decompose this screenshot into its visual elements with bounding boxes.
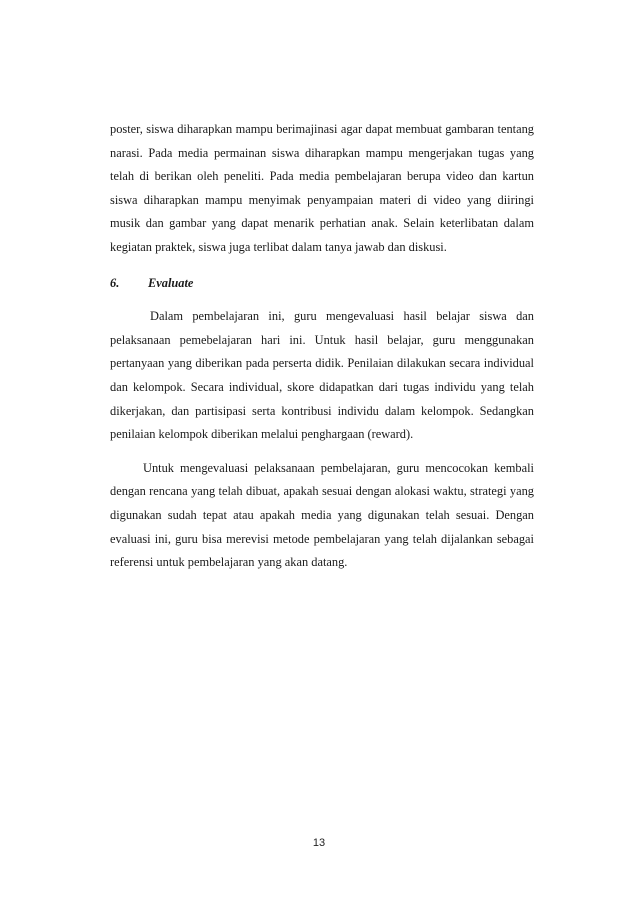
paragraph-evaluation-results: Dalam pembelajaran ini, guru mengevaluasi hasil belajar siswa dan pelaksanaan pemebelajaran hari ini. Untuk hasil belajar, guru menggunakan pertanyaan yang diberikan pada perserta didik. Penilaian dilakukan secara individual dan kelompok. Secara individual, skore didapatkan dari tugas individu yang telah dikerjakan, dan partisipasi serta kontribusi individu dalam kelompok. Sedangkan penilaian kelompok diberikan melalui penghargaan (reward). (110, 309, 534, 442)
section-number: 6. (110, 275, 120, 290)
page-number: 13 (312, 837, 326, 849)
paragraph-evaluation-implementation: Untuk mengevaluasi pelaksanaan pembelajaran, guru mencocokan kembali dengan rencana yang telah dibuat, apakah sesuai dengan alokasi waktu, strategi yang digunakan sudah tepat atau apakah media yang digunakan telah sesuai. Dengan evaluasi ini, guru bisa merevisi metode pembelajaran yang telah dijalankan sebagai referensi untuk pembelajaran yang akan datang. (110, 460, 534, 570)
section-title: Evaluate (148, 275, 194, 290)
paragraph-continuation: poster, siswa diharapkan mampu berimajinasi agar dapat membuat gambaran tentang narasi. Pada media permainan siswa diharapkan mampu mengerjakan tugas yang telah di berikan oleh peneliti. Pada media pembelajaran berupa video dan kartun siswa diharapkan mampu menyimak penyampaian materi di video yang diiringi musik dan gambar yang dapat menarik perhatian anak. Selain keterlibatan dalam kegiatan praktek, siswa juga terlibat dalam tanya jawab dan diskusi. (110, 122, 534, 254)
section-heading (110, 272, 534, 296)
page-content (110, 118, 534, 575)
